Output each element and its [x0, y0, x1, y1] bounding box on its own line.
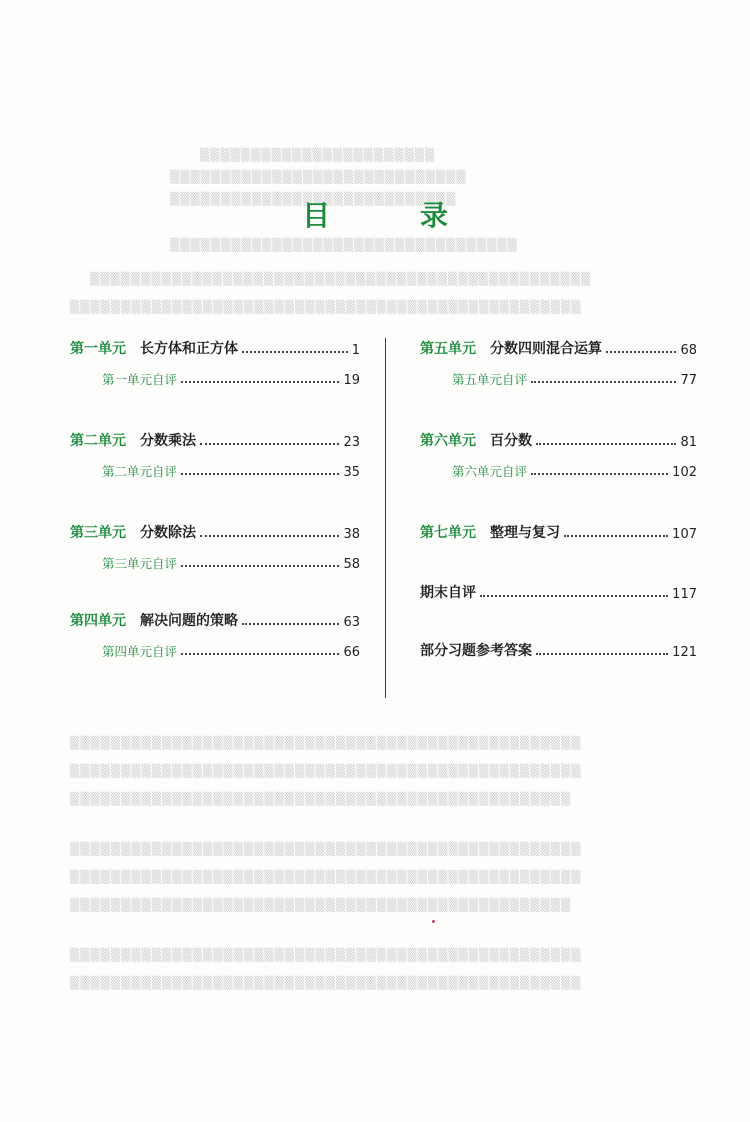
ghost-line: ▒▒▒▒▒▒▒▒▒▒▒▒▒▒▒▒▒▒▒▒▒▒▒▒▒▒▒▒▒▒▒▒▒▒▒▒▒▒▒▒▒▒▒▒▒▒▒▒▒▒: [70, 870, 582, 884]
dot-leader: [200, 535, 339, 537]
dot-leader: [480, 595, 668, 597]
dot-leader: [536, 653, 668, 655]
toc-entry[interactable]: [420, 520, 697, 542]
toc-entry-label: 第二单元自评: [102, 464, 178, 479]
toc-subentry[interactable]: [70, 458, 360, 480]
ghost-line: ▒▒▒▒▒▒▒▒▒▒▒▒▒▒▒▒▒▒▒▒▒▒▒▒▒▒▒▒▒: [170, 170, 467, 184]
toc-entry[interactable]: [420, 638, 697, 660]
print-speck: [432, 920, 435, 923]
dot-leader: [606, 351, 676, 353]
dot-leader: [181, 653, 339, 655]
column-divider: [385, 338, 386, 698]
page-number: 81: [680, 435, 697, 450]
unit-number: 第二单元: [70, 433, 126, 449]
ghost-line: ▒▒▒▒▒▒▒▒▒▒▒▒▒▒▒▒▒▒▒▒▒▒▒▒▒▒▒▒▒▒▒▒▒▒▒▒▒▒▒▒▒▒▒▒▒▒▒▒▒▒: [70, 300, 582, 314]
ghost-line: ▒▒▒▒▒▒▒▒▒▒▒▒▒▒▒▒▒▒▒▒▒▒▒: [200, 148, 436, 162]
page-number: 107: [672, 527, 697, 542]
unit-title: 分数四则混合运算: [490, 341, 602, 357]
toc-subentry[interactable]: [420, 458, 697, 480]
dot-leader: [242, 623, 339, 625]
page-number: 35: [343, 465, 360, 480]
dot-leader: [531, 473, 668, 475]
page-number: 68: [680, 343, 697, 358]
ghost-line: ▒▒▒▒▒▒▒▒▒▒▒▒▒▒▒▒▒▒▒▒▒▒▒▒▒▒▒▒▒▒▒▒▒▒▒▒▒▒▒▒▒▒▒▒▒▒▒▒▒: [90, 272, 592, 286]
dot-leader: [242, 351, 348, 353]
toc-entry-label: 部分习题参考答案: [420, 643, 532, 659]
page-number: 23: [343, 435, 360, 450]
toc-subentry[interactable]: [420, 366, 697, 388]
page-number: 38: [343, 527, 360, 542]
dot-leader: [181, 473, 339, 475]
dot-leader: [564, 535, 668, 537]
toc-entry-label: [70, 522, 196, 542]
unit-title: 百分数: [490, 433, 532, 449]
toc-entry-label: [70, 610, 238, 630]
page-number: 58: [343, 557, 360, 572]
ghost-line: ▒▒▒▒▒▒▒▒▒▒▒▒▒▒▒▒▒▒▒▒▒▒▒▒▒▒▒▒▒▒▒▒▒▒▒▒▒▒▒▒▒▒▒▒▒▒▒▒▒▒: [70, 736, 582, 750]
unit-number: 第三单元: [70, 525, 126, 541]
ghost-line: ▒▒▒▒▒▒▒▒▒▒▒▒▒▒▒▒▒▒▒▒▒▒▒▒▒▒▒▒▒▒▒▒▒▒▒▒▒▒▒▒▒▒▒▒▒▒▒▒▒▒: [70, 764, 582, 778]
toc-entry[interactable]: [70, 608, 360, 630]
dot-leader: [181, 565, 339, 567]
unit-title: 分数乘法: [140, 433, 196, 449]
page-number: 121: [672, 645, 697, 660]
toc-entry-label: 第五单元自评: [452, 372, 528, 387]
page-title: 目 录: [302, 199, 488, 232]
unit-number: 第四单元: [70, 613, 126, 629]
unit-title: 解决问题的策略: [140, 613, 238, 629]
page-number: 117: [672, 587, 697, 602]
ghost-line: ▒▒▒▒▒▒▒▒▒▒▒▒▒▒▒▒▒▒▒▒▒▒▒▒▒▒▒▒: [170, 192, 457, 206]
toc-entry[interactable]: [420, 428, 697, 450]
toc-entry-label: 期末自评: [420, 585, 476, 601]
ghost-line: ▒▒▒▒▒▒▒▒▒▒▒▒▒▒▒▒▒▒▒▒▒▒▒▒▒▒▒▒▒▒▒▒▒▒▒▒▒▒▒▒▒▒▒▒▒▒▒▒▒: [70, 792, 572, 806]
unit-title: 长方体和正方体: [140, 341, 238, 357]
toc-entry-label: 第一单元自评: [102, 372, 178, 387]
toc-entry-label: 第三单元自评: [102, 556, 178, 571]
toc-entry-label: 第四单元自评: [102, 644, 178, 659]
toc-entry-label: [420, 522, 560, 542]
toc-entry-label: [420, 430, 532, 450]
unit-title: 分数除法: [140, 525, 196, 541]
ghost-line: ▒▒▒▒▒▒▒▒▒▒▒▒▒▒▒▒▒▒▒▒▒▒▒▒▒▒▒▒▒▒▒▒▒▒▒▒▒▒▒▒▒▒▒▒▒▒▒▒▒: [70, 898, 572, 912]
toc-subentry[interactable]: [70, 366, 360, 388]
dot-leader: [181, 381, 339, 383]
page-number: 102: [672, 465, 697, 480]
dot-leader: [531, 381, 676, 383]
page-number: 19: [343, 373, 360, 388]
toc-entry[interactable]: [420, 336, 697, 358]
toc-entry-label: [420, 338, 602, 358]
toc-entry-label: 第六单元自评: [452, 464, 528, 479]
unit-number: 第一单元: [70, 341, 126, 357]
ghost-line: ▒▒▒▒▒▒▒▒▒▒▒▒▒▒▒▒▒▒▒▒▒▒▒▒▒▒▒▒▒▒▒▒▒▒▒▒▒▒▒▒▒▒▒▒▒▒▒▒▒▒: [70, 976, 582, 990]
toc-entry[interactable]: [70, 520, 360, 542]
toc-subentry[interactable]: [70, 638, 360, 660]
ghost-line: ▒▒▒▒▒▒▒▒▒▒▒▒▒▒▒▒▒▒▒▒▒▒▒▒▒▒▒▒▒▒▒▒▒▒▒▒▒▒▒▒▒▒▒▒▒▒▒▒▒▒: [70, 948, 582, 962]
toc-entry[interactable]: [70, 336, 360, 358]
dot-leader: [536, 443, 676, 445]
toc-entry[interactable]: [70, 428, 360, 450]
page-number: 66: [343, 645, 360, 660]
dot-leader: [200, 443, 339, 445]
page-number: 63: [343, 615, 360, 630]
unit-number: 第五单元: [420, 341, 476, 357]
page-number: 77: [680, 373, 697, 388]
toc-entry-label: [70, 430, 196, 450]
toc-subentry[interactable]: [70, 550, 360, 572]
unit-title: 整理与复习: [490, 525, 560, 541]
ghost-line: ▒▒▒▒▒▒▒▒▒▒▒▒▒▒▒▒▒▒▒▒▒▒▒▒▒▒▒▒▒▒▒▒▒▒: [170, 238, 518, 252]
toc-entry-label: [70, 338, 238, 358]
unit-number: 第七单元: [420, 525, 476, 541]
page-number: 1: [351, 343, 360, 358]
toc-entry[interactable]: [420, 580, 697, 602]
unit-number: 第六单元: [420, 433, 476, 449]
ghost-line: ▒▒▒▒▒▒▒▒▒▒▒▒▒▒▒▒▒▒▒▒▒▒▒▒▒▒▒▒▒▒▒▒▒▒▒▒▒▒▒▒▒▒▒▒▒▒▒▒▒▒: [70, 842, 582, 856]
